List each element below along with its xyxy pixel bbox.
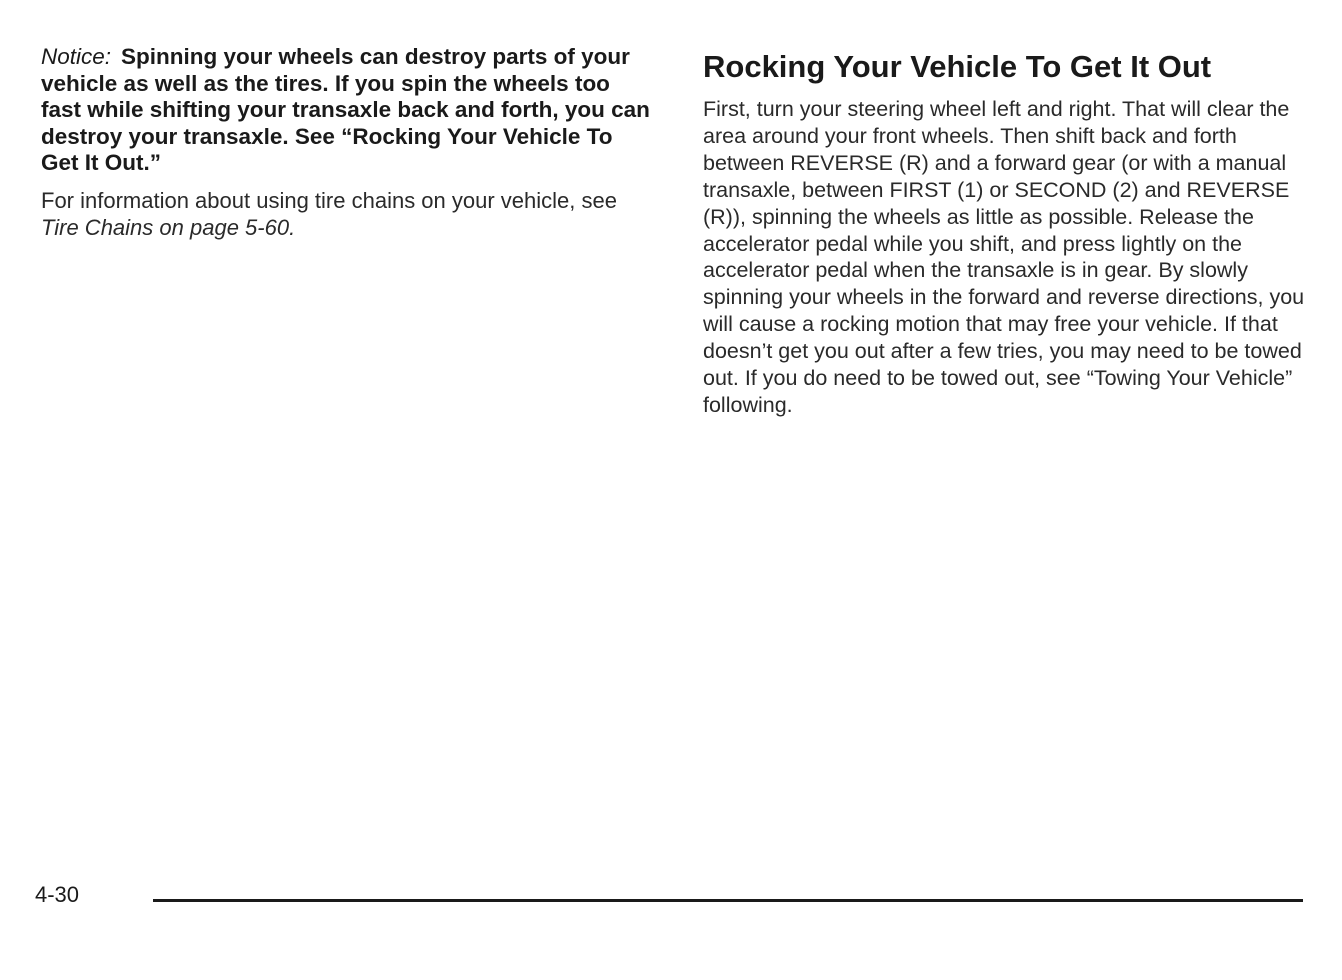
section-heading: Rocking Your Vehicle To Get It Out — [703, 49, 1212, 84]
tire-chains-reference-link[interactable]: Tire Chains on page 5-60. — [41, 214, 296, 240]
tire-chains-paragraph — [41, 187, 651, 241]
rocking-body-paragraph: First, turn your steering wheel left and right. That will clear the area around your front wheels. Then shift back and forth between REVERSE (R) and a forward gear (or with a manual transaxle, between FIRST (1) or SECOND (2) and REVERSE (R)), spinning the wheels as little as possible. Release the accelerator pedal while you shift, and press lightly on the accelerator pedal when the transaxle is in gear. By slowly spinning your wheels in the forward and reverse directions, you will cause a rocking motion that may free your vehicle. If that doesn’t get you out after a few tries, you may need to be towed out. If you do need to be towed out, see “Towing Your Vehicle” following. — [703, 97, 1305, 417]
left-column — [41, 44, 651, 241]
right-column — [703, 48, 1315, 419]
notice-text: Spinning your wheels can destroy parts of your vehicle as well as the tires. If you spin the wheels too fast while shifting your transaxle back and forth, you can destroy your transaxle. See “Rocking Your Vehicle To Get It Out.” — [41, 44, 650, 175]
notice-label: Notice: — [41, 44, 112, 69]
notice-paragraph — [41, 44, 651, 177]
page-number: 4-30 — [35, 882, 80, 907]
tire-chains-text: For information about using tire chains on your vehicle, see — [41, 187, 617, 213]
footer-rule — [153, 899, 1303, 902]
